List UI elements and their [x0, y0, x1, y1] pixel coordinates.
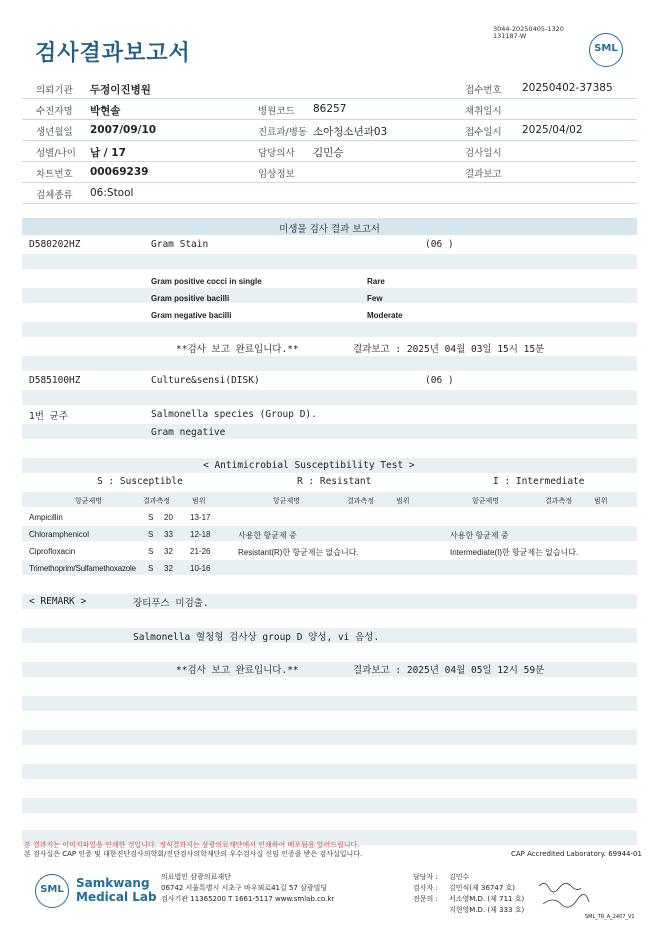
row-stripe: [22, 764, 637, 779]
test1-name: Gram Stain: [151, 239, 209, 250]
name-value: 박현솔: [90, 105, 121, 117]
ast-range: 10-16: [190, 564, 211, 573]
hosp-code-value: 86257: [313, 103, 347, 115]
ast-value: 32: [164, 564, 173, 573]
ast-note-used: 사용한 항균제 중: [450, 531, 509, 540]
ast-drug: Ciprofloxacin: [29, 547, 76, 556]
test2-specimen: (06 ): [425, 375, 454, 386]
ast-sir: S: [148, 530, 154, 539]
receipt-no-value: 20250402-37385: [522, 82, 613, 94]
col-header-result: 결과측정: [143, 497, 171, 505]
row-stripe: [22, 288, 637, 303]
gram-result-item: Gram positive cocci in single: [151, 277, 262, 286]
row-stripe: [22, 730, 637, 745]
ast-sir: S: [148, 547, 154, 556]
row-stripe: [22, 798, 637, 813]
footer-org-info: 의료법인 삼광의료재단 06742 서울특별시 서초구 바우뫼로41길 57 삼광빌딩 검사기관 11365200 T 1661-5117 www.smlab.co.kr: [161, 873, 335, 903]
test2-name: Culture&sensi(DISK): [151, 375, 260, 386]
row-stripe: [22, 254, 637, 269]
ast-range: 21-26: [190, 547, 211, 556]
row-stripe: [22, 526, 637, 541]
specimen-label: 검체종류: [36, 190, 73, 201]
ast-sir: S: [148, 564, 154, 573]
ast-drug: Trimethoprim/Sulfamethoxazole: [29, 564, 136, 573]
ast-drug: Chloramphenicol: [29, 530, 90, 539]
footer-staff-values: 김민수 김민식(제 36747 호) 서소영M.D. (제 711 호) 지현영M.D. (제 333 호): [449, 873, 525, 914]
footer-logo-text: Samkwang Medical Lab: [76, 876, 157, 904]
page-title: 검사결과보고서: [35, 41, 191, 66]
ast-value: 33: [164, 530, 173, 539]
test1-report-time: 결과보고 : 2025년 04월 03일 15시 15분: [353, 344, 545, 355]
ast-range: 13-17: [190, 513, 211, 522]
row-stripe: [22, 424, 637, 439]
doctor-value: 김민승: [313, 147, 344, 159]
ast-legend-i: I : Intermediate: [493, 476, 585, 487]
test-date-label: 검사일시: [465, 148, 502, 159]
hospital-label: 의뢰기관: [36, 85, 73, 96]
footer-staff-labels: 담당자 : 검사자 : 전문의 :: [413, 873, 438, 903]
col-header-range: 범위: [594, 497, 608, 505]
organism-name: Salmonella species (Group D).: [151, 409, 317, 420]
ast-note-resistant: Resistant(R)한 항균제는 없습니다.: [238, 548, 359, 557]
ast-note-used: 사용한 항균제 중: [238, 531, 297, 540]
gram-result-item: Gram positive bacilli: [151, 294, 230, 303]
col-header-result: 결과측정: [545, 497, 573, 505]
col-header-drug: 항균제명: [75, 497, 103, 505]
remark-label: < REMARK >: [29, 596, 87, 607]
remark-report-time: 결과보고 : 2025년 04월 05일 12시 59분: [353, 665, 545, 676]
signature-image: [535, 878, 595, 914]
test2-code: D585100HZ: [29, 375, 81, 386]
col-header-drug: 항균제명: [273, 497, 301, 505]
info-row-4: [22, 141, 637, 162]
ast-legend-r: R : Resistant: [297, 476, 372, 487]
test1-specimen: (06 ): [425, 239, 454, 250]
dept-value: 소아청소년과03: [313, 126, 388, 138]
info-row-6: [22, 183, 637, 204]
row-stripe: [22, 390, 637, 405]
remark-line-2: Salmonella 혈청형 검사상 group D 양성, vi 음성.: [133, 632, 380, 643]
chart-value: 00069239: [90, 166, 149, 178]
report-label: 결과보고: [465, 169, 502, 180]
ast-note-intermediate: Intermediate(I)한 항균제는 없습니다.: [450, 548, 579, 557]
section-title: 미생물 검사 결과 보고서: [22, 218, 637, 235]
sex-age-label: 성별/나이: [36, 148, 76, 159]
gram-result-value: Few: [367, 294, 383, 303]
name-label: 수진자명: [36, 106, 73, 117]
hosp-code-label: 병원코드: [258, 106, 295, 117]
specimen-value: 06:Stool: [90, 187, 134, 199]
ast-title: < Antimicrobial Susceptibility Test >: [203, 460, 415, 471]
col-header-drug: 항균제명: [472, 497, 500, 505]
info-row-2: [22, 99, 637, 120]
ast-legend-s: S : Susceptible: [97, 476, 183, 487]
chart-label: 차트번호: [36, 169, 73, 180]
receipt-date-label: 접수일시: [465, 127, 502, 138]
form-code: SML_TR_A_2407_V1: [585, 914, 635, 920]
col-header-result: 결과측정: [347, 497, 375, 505]
receipt-date-value: 2025/04/02: [522, 124, 583, 136]
row-stripe: [22, 356, 637, 371]
info-row-1: [22, 78, 637, 99]
cap-accreditation: CAP Accredited Laboratory. 69944-01: [511, 850, 642, 858]
row-stripe: [22, 696, 637, 711]
organism-gram: Gram negative: [151, 427, 226, 438]
ast-value: 32: [164, 547, 173, 556]
sml-logo-icon: SML: [589, 33, 623, 67]
remark-complete-message: **검사 보고 완료입니다.**: [176, 665, 299, 676]
remark-line-1: 장티푸스 미검출.: [133, 598, 209, 609]
row-stripe: [22, 662, 637, 677]
gram-result-item: Gram negative bacilli: [151, 311, 232, 320]
dob-value: 2007/09/10: [90, 124, 157, 136]
col-header-range: 범위: [396, 497, 410, 505]
dept-label: 진료과/병동: [258, 127, 308, 138]
ast-value: 20: [164, 513, 173, 522]
info-row-3: [22, 120, 637, 141]
test1-complete-message: **검사 보고 완료입니다.**: [176, 344, 299, 355]
dob-label: 생년월일: [36, 127, 73, 138]
collect-date-label: 채취일시: [465, 106, 502, 117]
footer-notice-image: 본 결과지는 이미지파일을 인쇄한 것입니다. 정식결과지는 삼광의료재단에서 인쇄하여 배포됨을 알려드립니다.: [24, 841, 360, 849]
doctor-label: 담당의사: [258, 148, 295, 159]
row-stripe: [22, 322, 637, 337]
ast-range: 12-18: [190, 530, 211, 539]
receipt-no-label: 접수번호: [465, 85, 502, 96]
ast-sir: S: [148, 513, 154, 522]
gram-result-value: Rare: [367, 277, 385, 286]
col-header-range: 범위: [192, 497, 206, 505]
info-row-5: [22, 162, 637, 183]
ast-drug: Ampicillin: [29, 513, 63, 522]
clinical-label: 임상정보: [258, 169, 295, 180]
footer-notice-certification: 본 검사실은 CAP 인증 및 대한진단검사의학회/진단검사의학재단의 우수검사실 신임 인증을 받은 검사실입니다.: [24, 850, 363, 858]
row-stripe: [22, 594, 637, 609]
hospital-value: 두정이진병원: [90, 84, 151, 96]
sml-footer-logo-icon: SML: [35, 874, 69, 908]
sex-age-value: 남 / 17: [90, 147, 126, 159]
gram-result-value: Moderate: [367, 311, 403, 320]
document-id: 3044-20250405-1320 131187-W: [493, 25, 564, 40]
test1-code: D580202HZ: [29, 239, 81, 250]
organism-label: 1번 균주: [29, 411, 68, 422]
